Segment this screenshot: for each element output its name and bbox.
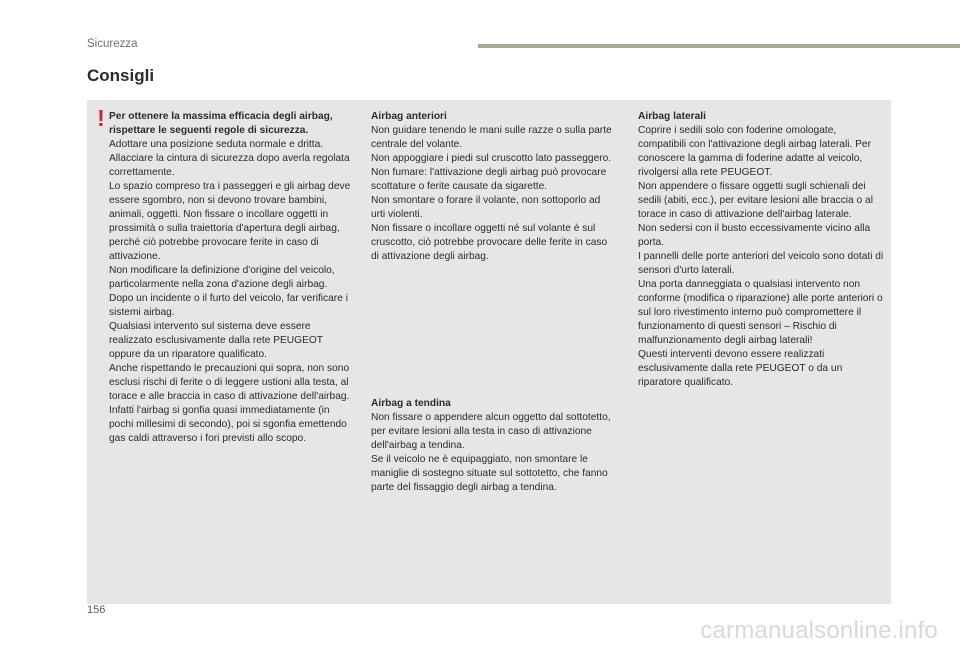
side-airbags-block <box>638 110 886 390</box>
page-number: 156 <box>87 604 106 616</box>
header-rule <box>478 44 960 48</box>
side-airbags-heading: Airbag laterali <box>638 111 706 122</box>
section-label: Sicurezza <box>87 38 138 50</box>
watermark: carmanualsonline.info <box>700 617 938 644</box>
page-title: Consigli <box>87 66 155 85</box>
front-airbags-block <box>371 110 615 264</box>
side-airbags-body: Coprire i sedili solo con foderine omologate, compatibili con l'attivazione degli airbag laterali. Per conoscere la gamma di foderine adatte al veicolo, rivolgersi alla rete PEUGEOT. Non appendere o fissare oggetti sugli schienali dei sedili (abiti, ecc.), per evitare lesioni alle braccia o al torace in caso di attivazione dell'airbag laterale. Non sedersi con il busto eccessivamente vicino alla porta. I pannelli delle porte anteriori del veicolo sono dotati di sensori d'urto laterali. Una porta danneggiata o qualsiasi intervento non conforme (modifica o riparazione) alle porte anteriori o sul loro rivestimento interno può compromettere il funzionamento di questi sensori – Rischio di malfunzionamento degli airbag laterali! Questi interventi devono essere realizzati esclusivamente dalla rete PEUGEOT o da un riparatore qualificato. <box>638 125 884 388</box>
safety-rules-body: Adottare una posizione seduta normale e dritta. Allacciare la cintura di sicurezza dopo averla regolata correttamente. Lo spazio compreso tra i passeggeri e gli airbag deve essere sgombro, non si devono trovare bambini, animali, oggetti. Non fissare o incollare oggetti in prossimità o sulla traiettoria d'apertura degli airbag, perché ciò potrebbe provocare ferite in caso di attivazione. Non modificare la definizione d'origine del veicolo, particolarmente nella zona d'azione degli airbag. Dopo un incidente o il furto del veicolo, far verificare i sistemi airbag. Qualsiasi intervento sul sistema deve essere realizzato esclusivamente dalla rete PEUGEOT oppure da un riparatore qualificato. Anche rispettando le precauzioni qui sopra, non sono esclusi rischi di ferite o di leggere ustioni alla testa, al torace e alle braccia in caso di attivazione dell'airbag. Infatti l'airbag si gonfia quasi immediatamente (in pochi millesimi di secondo), poi si sgonfia emettendo gas caldi attraverso i fori previsti allo scopo. <box>109 139 351 444</box>
curtain-airbags-heading: Airbag a tendina <box>371 398 451 409</box>
curtain-airbags-block <box>371 397 615 495</box>
safety-rules-column <box>109 110 353 446</box>
curtain-airbags-body: Non fissare o appendere alcun oggetto dal sottotetto, per evitare lesioni alla testa in caso di attivazione dell'airbag a tendina. Se il veicolo ne è equipaggiato, non smontare le maniglie di sostegno situate sul sottotetto, che fanno parte del fissaggio degli airbag a tendina. <box>371 412 611 493</box>
safety-rules-intro: Per ottenere la massima efficacia degli airbag, rispettare le seguenti regole di sicurezza. <box>109 111 333 136</box>
front-airbags-body: Non guidare tenendo le mani sulle razze o sulla parte centrale del volante. Non appoggiare i piedi sul cruscotto lato passeggero. Non fumare: l'attivazione degli airbag può provocare scottature o ferite causate da sigarette. Non smontare o forare il volante, non sottoporlo ad urti violenti. Non fissare o incollare oggetti né sul volante è sul cruscotto, ciò potrebbe provocare delle ferite in caso di attivazione degli airbag. <box>371 125 612 262</box>
front-airbags-heading: Airbag anteriori <box>371 111 447 122</box>
exclamation-icon: ! <box>97 105 105 131</box>
